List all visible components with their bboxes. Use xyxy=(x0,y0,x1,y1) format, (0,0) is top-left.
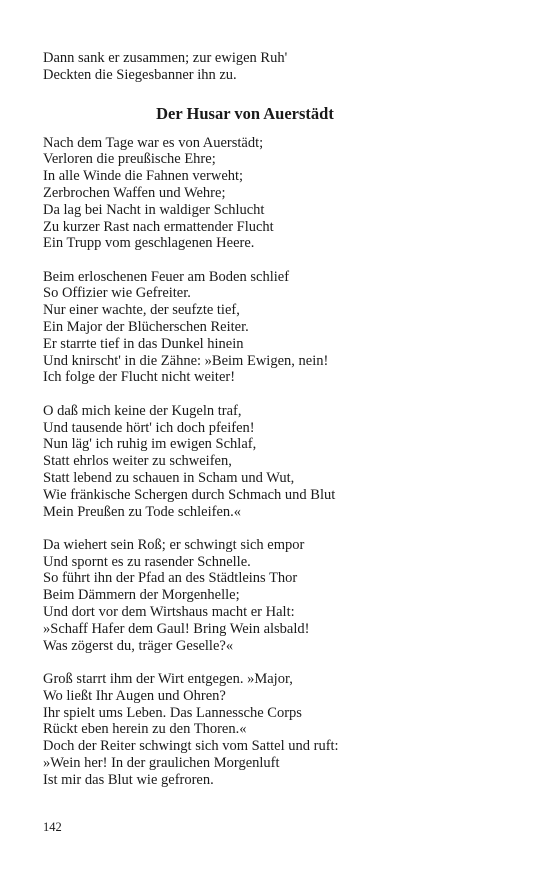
poem-line: Wie fränkische Schergen durch Schmach und Blut xyxy=(43,486,336,503)
poem-line: Verloren die preußische Ehre; xyxy=(43,151,216,168)
poem-line: Zerbrochen Waffen und Wehre; xyxy=(43,184,226,201)
stanza-5 xyxy=(43,671,373,789)
stanza-3 xyxy=(43,403,373,521)
poem-line: Statt lebend zu schauen in Scham und Wut, xyxy=(43,469,295,486)
poem-line: »Schaff Hafer dem Gaul! Bring Wein alsbald! xyxy=(43,620,310,637)
poem-line: Zu kurzer Rast nach ermattender Flucht xyxy=(43,218,274,235)
poem-line: Beim Dämmern der Morgenhelle; xyxy=(43,587,240,604)
poem-line: Und knirscht' in die Zähne: »Beim Ewigen, nein! xyxy=(43,352,329,369)
poem-line: »Wein her! In der graulichen Morgenluft xyxy=(43,754,280,771)
poem-line: Da wiehert sein Roß; er schwingt sich empor xyxy=(43,536,305,553)
stanza-1 xyxy=(43,135,373,253)
poem-line: Ihr spielt ums Leben. Das Lannessche Corps xyxy=(43,704,302,721)
stanza-2 xyxy=(43,269,373,387)
poem-line: Ist mir das Blut wie gefroren. xyxy=(43,771,214,788)
opening-stanza xyxy=(43,50,373,84)
poem-line: Dann sank er zusammen; zur ewigen Ruh' xyxy=(43,50,288,66)
poem-line: Da lag bei Nacht in waldiger Schlucht xyxy=(43,201,265,218)
poem-line: Statt ehrlos weiter zu schweifen, xyxy=(43,453,232,470)
poem-line: Und spornt es zu rasender Schnelle. xyxy=(43,553,251,570)
stanza-4 xyxy=(43,537,373,655)
poem-line: So führt ihn der Pfad an des Städtleins Thor xyxy=(43,570,298,587)
poem-line: In alle Winde die Fahnen verweht; xyxy=(43,168,244,185)
poem-line: Wo ließt Ihr Augen und Ohren? xyxy=(43,687,226,704)
poem-line: Nach dem Tage war es von Auerstädt; xyxy=(43,134,264,151)
page-body xyxy=(43,50,373,805)
poem-line: Rückt eben herein zu den Thoren.« xyxy=(43,721,247,738)
poem-line: Ich folge der Flucht nicht weiter! xyxy=(43,369,236,386)
poem-line: Mein Preußen zu Tode schleifen.« xyxy=(43,503,242,520)
poem-line: So Offizier wie Gefreiter. xyxy=(43,285,191,302)
poem-line: Was zögerst du, träger Geselle?« xyxy=(43,637,234,654)
poem-line: Und dort vor dem Wirtshaus macht er Halt: xyxy=(43,604,295,621)
poem-line: Er starrte tief in das Dunkel hinein xyxy=(43,335,244,352)
poem-line: Nun läg' ich ruhig im ewigen Schlaf, xyxy=(43,436,257,453)
poem-line: Beim erloschenen Feuer am Boden schlief xyxy=(43,268,290,285)
page-number: 142 xyxy=(43,820,62,834)
poem-line: Ein Major der Blücherschen Reiter. xyxy=(43,319,249,336)
poem-line: Groß starrt ihm der Wirt entgegen. »Major, xyxy=(43,670,293,687)
poem-line: Doch der Reiter schwingt sich vom Sattel und ruft: xyxy=(43,738,339,755)
poem-line: Ein Trupp vom geschlagenen Heere. xyxy=(43,235,255,252)
poem-line: Nur einer wachte, der seufzte tief, xyxy=(43,302,240,319)
poem-line: Deckten die Siegesbanner ihn zu. xyxy=(43,66,237,83)
poem-line: Und tausende hört' ich doch pfeifen! xyxy=(43,419,255,436)
poem-title: Der Husar von Auerstädt xyxy=(156,103,334,123)
poem-line: O daß mich keine der Kugeln traf, xyxy=(43,402,242,419)
